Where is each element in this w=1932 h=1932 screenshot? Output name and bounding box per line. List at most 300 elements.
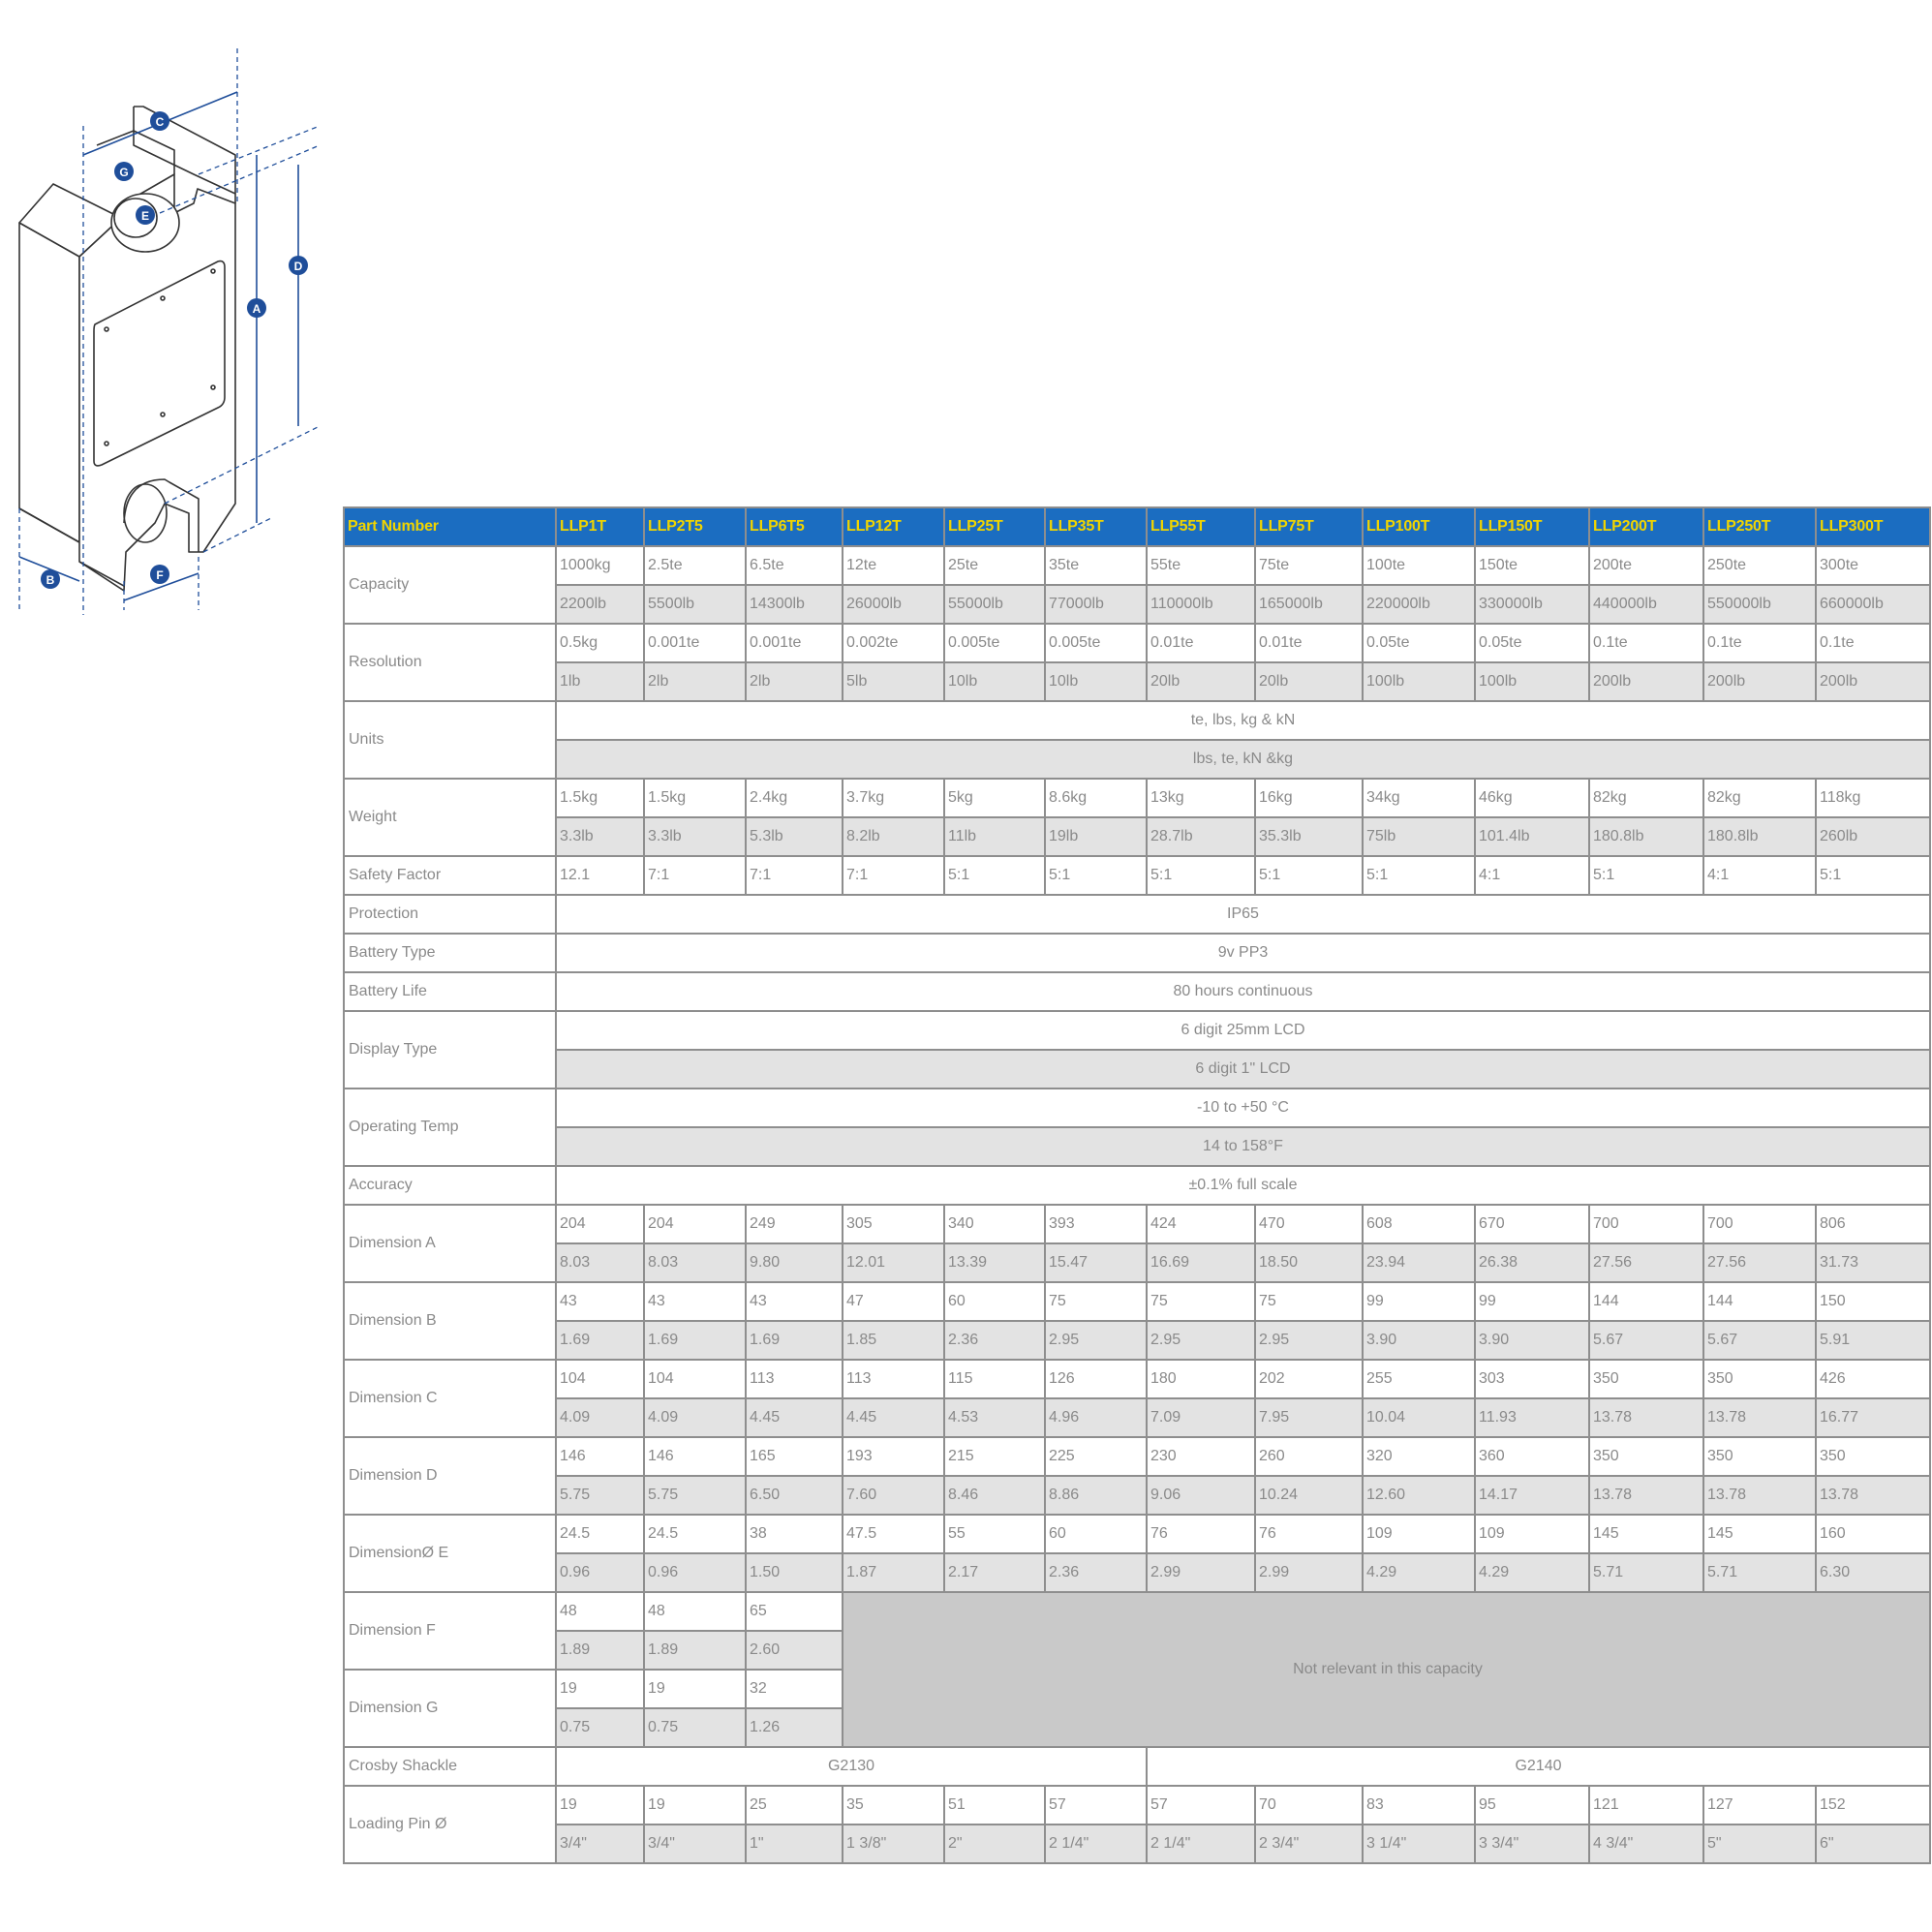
table-cell: 180 <box>1147 1360 1255 1398</box>
table-cell: 12.01 <box>843 1243 944 1282</box>
table-cell: 16.77 <box>1816 1398 1930 1437</box>
dim-a-label: Dimension A <box>344 1205 556 1282</box>
table-cell: 4.29 <box>1475 1553 1589 1592</box>
table-cell: 5lb <box>843 662 944 701</box>
table-cell: 470 <box>1255 1205 1363 1243</box>
table-cell: 200te <box>1589 546 1703 585</box>
table-cell: 8.86 <box>1045 1476 1147 1515</box>
table-cell: 76 <box>1147 1515 1255 1553</box>
table-cell: 19lb <box>1045 817 1147 856</box>
table-cell: 13.78 <box>1589 1476 1703 1515</box>
table-cell: 303 <box>1475 1360 1589 1398</box>
display-type-row-imperial <box>344 1050 1930 1089</box>
table-cell: 0.005te <box>1045 624 1147 662</box>
table-cell: 145 <box>1703 1515 1816 1553</box>
table-cell: 5kg <box>944 779 1045 817</box>
safety-factor-label: Safety Factor <box>344 856 556 895</box>
table-cell: 5" <box>1703 1825 1816 1863</box>
table-cell: 4.53 <box>944 1398 1045 1437</box>
table-cell: 700 <box>1589 1205 1703 1243</box>
table-cell: 250te <box>1703 546 1816 585</box>
table-cell: 80 hours continuous <box>556 972 1930 1011</box>
table-cell: 393 <box>1045 1205 1147 1243</box>
table-cell: 608 <box>1363 1205 1475 1243</box>
svg-text:D: D <box>293 260 303 273</box>
table-cell: 5500lb <box>644 585 746 624</box>
part-number-header: LLP1T <box>556 507 644 546</box>
table-cell: 305 <box>843 1205 944 1243</box>
table-cell: 350 <box>1703 1437 1816 1476</box>
table-cell: 47.5 <box>843 1515 944 1553</box>
table-cell: 9v PP3 <box>556 934 1930 972</box>
table-cell: 4.29 <box>1363 1553 1475 1592</box>
table-cell: 34kg <box>1363 779 1475 817</box>
table-cell: 350 <box>1589 1437 1703 1476</box>
table-cell: 35 <box>843 1786 944 1825</box>
table-cell: 82kg <box>1703 779 1816 817</box>
table-cell: 1lb <box>556 662 644 701</box>
table-cell: 126 <box>1045 1360 1147 1398</box>
table-cell: -10 to +50 °C <box>556 1089 1930 1127</box>
table-cell: 23.94 <box>1363 1243 1475 1282</box>
table-cell: 4.45 <box>843 1398 944 1437</box>
table-cell: 38 <box>746 1515 843 1553</box>
table-cell: 57 <box>1045 1786 1147 1825</box>
dim-d-label: Dimension D <box>344 1437 556 1515</box>
table-cell: 204 <box>556 1205 644 1243</box>
table-cell: 10lb <box>944 662 1045 701</box>
display-type-label: Display Type <box>344 1011 556 1089</box>
table-cell: 8.2lb <box>843 817 944 856</box>
table-cell: 109 <box>1475 1515 1589 1553</box>
loading-pin-label: Loading Pin Ø <box>344 1786 556 1863</box>
table-cell: 31.73 <box>1816 1243 1930 1282</box>
table-cell: 19 <box>644 1670 746 1708</box>
resolution-row-imperial <box>344 662 1930 701</box>
table-cell: 440000lb <box>1589 585 1703 624</box>
table-cell: 5.75 <box>556 1476 644 1515</box>
table-cell: 3/4" <box>556 1825 644 1863</box>
table-cell: 5:1 <box>1589 856 1703 895</box>
table-cell: 46kg <box>1475 779 1589 817</box>
table-cell: 121 <box>1589 1786 1703 1825</box>
table-cell: 6" <box>1816 1825 1930 1863</box>
table-cell: 2lb <box>644 662 746 701</box>
capacity-row <box>344 546 1930 585</box>
table-cell: 150te <box>1475 546 1589 585</box>
weight-label: Weight <box>344 779 556 856</box>
table-cell: 350 <box>1816 1437 1930 1476</box>
table-cell: 3.3lb <box>644 817 746 856</box>
table-cell: 75te <box>1255 546 1363 585</box>
table-cell: 1" <box>746 1825 843 1863</box>
table-cell: 260lb <box>1816 817 1930 856</box>
part-number-header: LLP12T <box>843 507 944 546</box>
table-cell: 5:1 <box>1816 856 1930 895</box>
table-cell: 204 <box>644 1205 746 1243</box>
dim-a-row-imperial <box>344 1243 1930 1282</box>
table-cell: 25te <box>944 546 1045 585</box>
table-cell: 340 <box>944 1205 1045 1243</box>
dim-b-label: Dimension B <box>344 1282 556 1360</box>
table-cell: 200lb <box>1589 662 1703 701</box>
operating-temp-row-imperial <box>344 1127 1930 1166</box>
table-cell: 700 <box>1703 1205 1816 1243</box>
part-number-header: LLP35T <box>1045 507 1147 546</box>
table-cell: 26.38 <box>1475 1243 1589 1282</box>
battery-life-label: Battery Life <box>344 972 556 1011</box>
table-cell: 7.60 <box>843 1476 944 1515</box>
table-cell: 7:1 <box>843 856 944 895</box>
table-cell: 127 <box>1703 1786 1816 1825</box>
table-cell: 19 <box>556 1786 644 1825</box>
svg-text:B: B <box>46 573 55 587</box>
table-cell: 9.06 <box>1147 1476 1255 1515</box>
table-cell: 99 <box>1363 1282 1475 1321</box>
part-number-header: LLP300T <box>1816 507 1930 546</box>
table-cell: 1.87 <box>843 1553 944 1592</box>
table-cell: 2lb <box>746 662 843 701</box>
table-cell: 1.5kg <box>644 779 746 817</box>
resolution-row <box>344 624 1930 662</box>
battery-type-label: Battery Type <box>344 934 556 972</box>
capacity-label: Capacity <box>344 546 556 624</box>
loading-pin-row-imperial <box>344 1825 1930 1863</box>
table-cell: 16.69 <box>1147 1243 1255 1282</box>
table-cell: 4.09 <box>644 1398 746 1437</box>
dim-e-label: DimensionØ E <box>344 1515 556 1592</box>
table-cell: 255 <box>1363 1360 1475 1398</box>
table-cell: 25 <box>746 1786 843 1825</box>
table-cell: 100lb <box>1475 662 1589 701</box>
table-cell: 3.90 <box>1363 1321 1475 1360</box>
table-cell: 0.05te <box>1363 624 1475 662</box>
table-cell: 0.01te <box>1255 624 1363 662</box>
table-cell: 220000lb <box>1363 585 1475 624</box>
table-cell: 806 <box>1816 1205 1930 1243</box>
table-cell: 32 <box>746 1670 843 1708</box>
table-cell: 200lb <box>1703 662 1816 701</box>
table-cell: 20lb <box>1147 662 1255 701</box>
table-cell: 95 <box>1475 1786 1589 1825</box>
table-cell: 0.001te <box>644 624 746 662</box>
table-cell: 5:1 <box>1363 856 1475 895</box>
table-cell: 12.1 <box>556 856 644 895</box>
table-cell: lbs, te, kN &kg <box>556 740 1930 779</box>
display-type-row <box>344 1011 1930 1050</box>
svg-text:C: C <box>155 115 165 129</box>
table-cell: 670 <box>1475 1205 1589 1243</box>
part-number-header: LLP2T5 <box>644 507 746 546</box>
table-cell: 65 <box>746 1592 843 1631</box>
resolution-label: Resolution <box>344 624 556 701</box>
table-cell: ±0.1% full scale <box>556 1166 1930 1205</box>
table-cell: 48 <box>644 1592 746 1631</box>
table-cell: 10lb <box>1045 662 1147 701</box>
table-cell: 18.50 <box>1255 1243 1363 1282</box>
dim-g-label: Dimension G <box>344 1670 556 1747</box>
accuracy-row <box>344 1166 1930 1205</box>
table-cell: 113 <box>746 1360 843 1398</box>
table-cell: 70 <box>1255 1786 1363 1825</box>
table-cell: 48 <box>556 1592 644 1631</box>
table-cell: 230 <box>1147 1437 1255 1476</box>
table-cell: 1000kg <box>556 546 644 585</box>
table-cell: 1.69 <box>556 1321 644 1360</box>
table-cell: 0.05te <box>1475 624 1589 662</box>
table-cell: 3.3lb <box>556 817 644 856</box>
table-cell: 2.95 <box>1255 1321 1363 1360</box>
table-cell: 0.01te <box>1147 624 1255 662</box>
specification-table <box>343 506 1931 1864</box>
dim-f-row <box>344 1592 1930 1631</box>
table-cell: 193 <box>843 1437 944 1476</box>
table-cell: 7.95 <box>1255 1398 1363 1437</box>
table-cell: 1.50 <box>746 1553 843 1592</box>
table-cell: 28.7lb <box>1147 817 1255 856</box>
table-cell: 101.4lb <box>1475 817 1589 856</box>
table-cell: 350 <box>1589 1360 1703 1398</box>
table-cell: 6.50 <box>746 1476 843 1515</box>
table-cell: 4 3/4" <box>1589 1825 1703 1863</box>
table-cell: 2.4kg <box>746 779 843 817</box>
table-cell: 55te <box>1147 546 1255 585</box>
dim-d-row <box>344 1437 1930 1476</box>
table-cell: 144 <box>1589 1282 1703 1321</box>
table-cell: 110000lb <box>1147 585 1255 624</box>
table-cell: 152 <box>1816 1786 1930 1825</box>
table-cell: 2 3/4" <box>1255 1825 1363 1863</box>
table-cell: 15.47 <box>1045 1243 1147 1282</box>
table-cell: G2130 <box>556 1747 1147 1786</box>
table-cell: 145 <box>1589 1515 1703 1553</box>
table-cell: 14.17 <box>1475 1476 1589 1515</box>
table-cell: 0.75 <box>556 1708 644 1747</box>
table-cell: 215 <box>944 1437 1045 1476</box>
table-cell: 5.91 <box>1816 1321 1930 1360</box>
table-cell: 27.56 <box>1589 1243 1703 1282</box>
table-cell: 16kg <box>1255 779 1363 817</box>
table-cell: 1.69 <box>746 1321 843 1360</box>
loading-pin-row <box>344 1786 1930 1825</box>
table-cell: 27.56 <box>1703 1243 1816 1282</box>
table-cell: 2.5te <box>644 546 746 585</box>
crosby-shackle-label: Crosby Shackle <box>344 1747 556 1786</box>
dim-b-row-imperial <box>344 1321 1930 1360</box>
table-cell: 660000lb <box>1816 585 1930 624</box>
table-cell: 60 <box>1045 1515 1147 1553</box>
table-cell: 55 <box>944 1515 1045 1553</box>
table-cell: 104 <box>644 1360 746 1398</box>
header-label: Part Number <box>344 507 556 546</box>
table-cell: 4:1 <box>1475 856 1589 895</box>
table-cell: 5.3lb <box>746 817 843 856</box>
battery-life-row <box>344 972 1930 1011</box>
table-cell: 7.09 <box>1147 1398 1255 1437</box>
part-number-header: LLP100T <box>1363 507 1475 546</box>
table-cell: 5.75 <box>644 1476 746 1515</box>
not-relevant-cell: Not relevant in this capacity <box>843 1592 1930 1747</box>
table-cell: 75 <box>1045 1282 1147 1321</box>
table-cell: 24.5 <box>644 1515 746 1553</box>
table-cell: 24.5 <box>556 1515 644 1553</box>
table-cell: 4.45 <box>746 1398 843 1437</box>
table-cell: 60 <box>944 1282 1045 1321</box>
table-cell: 2.99 <box>1255 1553 1363 1592</box>
table-cell: 8.03 <box>556 1243 644 1282</box>
table-cell: 7:1 <box>644 856 746 895</box>
table-cell: 57 <box>1147 1786 1255 1825</box>
table-cell: 5:1 <box>1045 856 1147 895</box>
table-cell: 100lb <box>1363 662 1475 701</box>
table-cell: 13.39 <box>944 1243 1045 1282</box>
table-cell: 2.95 <box>1147 1321 1255 1360</box>
table-cell: 1.5kg <box>556 779 644 817</box>
dim-a-row <box>344 1205 1930 1243</box>
table-cell: 47 <box>843 1282 944 1321</box>
table-cell: 8.46 <box>944 1476 1045 1515</box>
table-cell: G2140 <box>1147 1747 1930 1786</box>
dim-e-row <box>344 1515 1930 1553</box>
table-cell: 19 <box>644 1786 746 1825</box>
table-cell: 2.36 <box>944 1321 1045 1360</box>
table-cell: 1.85 <box>843 1321 944 1360</box>
table-cell: 35.3lb <box>1255 817 1363 856</box>
table-cell: 0.75 <box>644 1708 746 1747</box>
table-cell: 330000lb <box>1475 585 1589 624</box>
table-cell: 6 digit 25mm LCD <box>556 1011 1930 1050</box>
table-cell: 3.7kg <box>843 779 944 817</box>
table-cell: 150 <box>1816 1282 1930 1321</box>
table-cell: 3 3/4" <box>1475 1825 1589 1863</box>
dim-c-row <box>344 1360 1930 1398</box>
table-cell: 1.26 <box>746 1708 843 1747</box>
table-cell: 3.90 <box>1475 1321 1589 1360</box>
table-cell: 1.89 <box>644 1631 746 1670</box>
dim-b-row <box>344 1282 1930 1321</box>
table-cell: 0.1te <box>1816 624 1930 662</box>
table-cell: 3 1/4" <box>1363 1825 1475 1863</box>
table-cell: 424 <box>1147 1205 1255 1243</box>
table-cell: 3/4" <box>644 1825 746 1863</box>
table-cell: 2 1/4" <box>1045 1825 1147 1863</box>
table-cell: 146 <box>644 1437 746 1476</box>
table-cell: 26000lb <box>843 585 944 624</box>
units-row-imperial <box>344 740 1930 779</box>
table-cell: 180.8lb <box>1589 817 1703 856</box>
table-cell: 6 digit 1" LCD <box>556 1050 1930 1089</box>
crosby-shackle-row <box>344 1747 1930 1786</box>
table-cell: 0.001te <box>746 624 843 662</box>
table-cell: 7:1 <box>746 856 843 895</box>
table-cell: 43 <box>556 1282 644 1321</box>
table-cell: 9.80 <box>746 1243 843 1282</box>
capacity-row-imperial <box>344 585 1930 624</box>
units-row <box>344 701 1930 740</box>
safety-factor-row <box>344 856 1930 895</box>
protection-row <box>344 895 1930 934</box>
operating-temp-label: Operating Temp <box>344 1089 556 1166</box>
table-cell: 320 <box>1363 1437 1475 1476</box>
table-cell: 13.78 <box>1703 1476 1816 1515</box>
table-cell: 100te <box>1363 546 1475 585</box>
accuracy-label: Accuracy <box>344 1166 556 1205</box>
part-number-header: LLP25T <box>944 507 1045 546</box>
dim-e-row-imperial <box>344 1553 1930 1592</box>
table-cell: 118kg <box>1816 779 1930 817</box>
table-cell: 2.36 <box>1045 1553 1147 1592</box>
table-cell: 4.96 <box>1045 1398 1147 1437</box>
table-cell: 426 <box>1816 1360 1930 1398</box>
table-cell: 1 3/8" <box>843 1825 944 1863</box>
table-cell: 11.93 <box>1475 1398 1589 1437</box>
table-cell: 75lb <box>1363 817 1475 856</box>
table-cell: 0.1te <box>1589 624 1703 662</box>
table-cell: 165000lb <box>1255 585 1363 624</box>
table-cell: 0.96 <box>644 1553 746 1592</box>
table-cell: 5:1 <box>1147 856 1255 895</box>
table-cell: 6.5te <box>746 546 843 585</box>
table-cell: 43 <box>746 1282 843 1321</box>
table-cell: 13.78 <box>1589 1398 1703 1437</box>
table-cell: 113 <box>843 1360 944 1398</box>
table-cell: 225 <box>1045 1437 1147 1476</box>
protection-label: Protection <box>344 895 556 934</box>
table-cell: 10.24 <box>1255 1476 1363 1515</box>
table-cell: 99 <box>1475 1282 1589 1321</box>
table-cell: 11lb <box>944 817 1045 856</box>
table-cell: 200lb <box>1816 662 1930 701</box>
part-number-header: LLP150T <box>1475 507 1589 546</box>
table-cell: 2 1/4" <box>1147 1825 1255 1863</box>
table-cell: 300te <box>1816 546 1930 585</box>
table-cell: te, lbs, kg & kN <box>556 701 1930 740</box>
table-cell: 8.03 <box>644 1243 746 1282</box>
dim-c-row-imperial <box>344 1398 1930 1437</box>
table-cell: 249 <box>746 1205 843 1243</box>
svg-text:F: F <box>156 568 164 582</box>
table-cell: 2.99 <box>1147 1553 1255 1592</box>
weight-row-imperial <box>344 817 1930 856</box>
table-cell: IP65 <box>556 895 1930 934</box>
table-cell: 35te <box>1045 546 1147 585</box>
operating-temp-row <box>344 1089 1930 1127</box>
table-cell: 75 <box>1255 1282 1363 1321</box>
table-cell: 10.04 <box>1363 1398 1475 1437</box>
table-cell: 76 <box>1255 1515 1363 1553</box>
part-number-header: LLP200T <box>1589 507 1703 546</box>
table-cell: 1.69 <box>644 1321 746 1360</box>
table-cell: 180.8lb <box>1703 817 1816 856</box>
part-number-header: LLP250T <box>1703 507 1816 546</box>
table-cell: 0.1te <box>1703 624 1816 662</box>
table-cell: 8.6kg <box>1045 779 1147 817</box>
table-cell: 19 <box>556 1670 644 1708</box>
table-cell: 2" <box>944 1825 1045 1863</box>
svg-text:A: A <box>252 302 261 316</box>
svg-text:E: E <box>140 209 150 223</box>
table-cell: 82kg <box>1589 779 1703 817</box>
table-cell: 6.30 <box>1816 1553 1930 1592</box>
table-cell: 13kg <box>1147 779 1255 817</box>
table-cell: 0.96 <box>556 1553 644 1592</box>
table-cell: 43 <box>644 1282 746 1321</box>
table-cell: 160 <box>1816 1515 1930 1553</box>
table-cell: 0.005te <box>944 624 1045 662</box>
weight-row <box>344 779 1930 817</box>
table-cell: 2.60 <box>746 1631 843 1670</box>
battery-type-row <box>344 934 1930 972</box>
